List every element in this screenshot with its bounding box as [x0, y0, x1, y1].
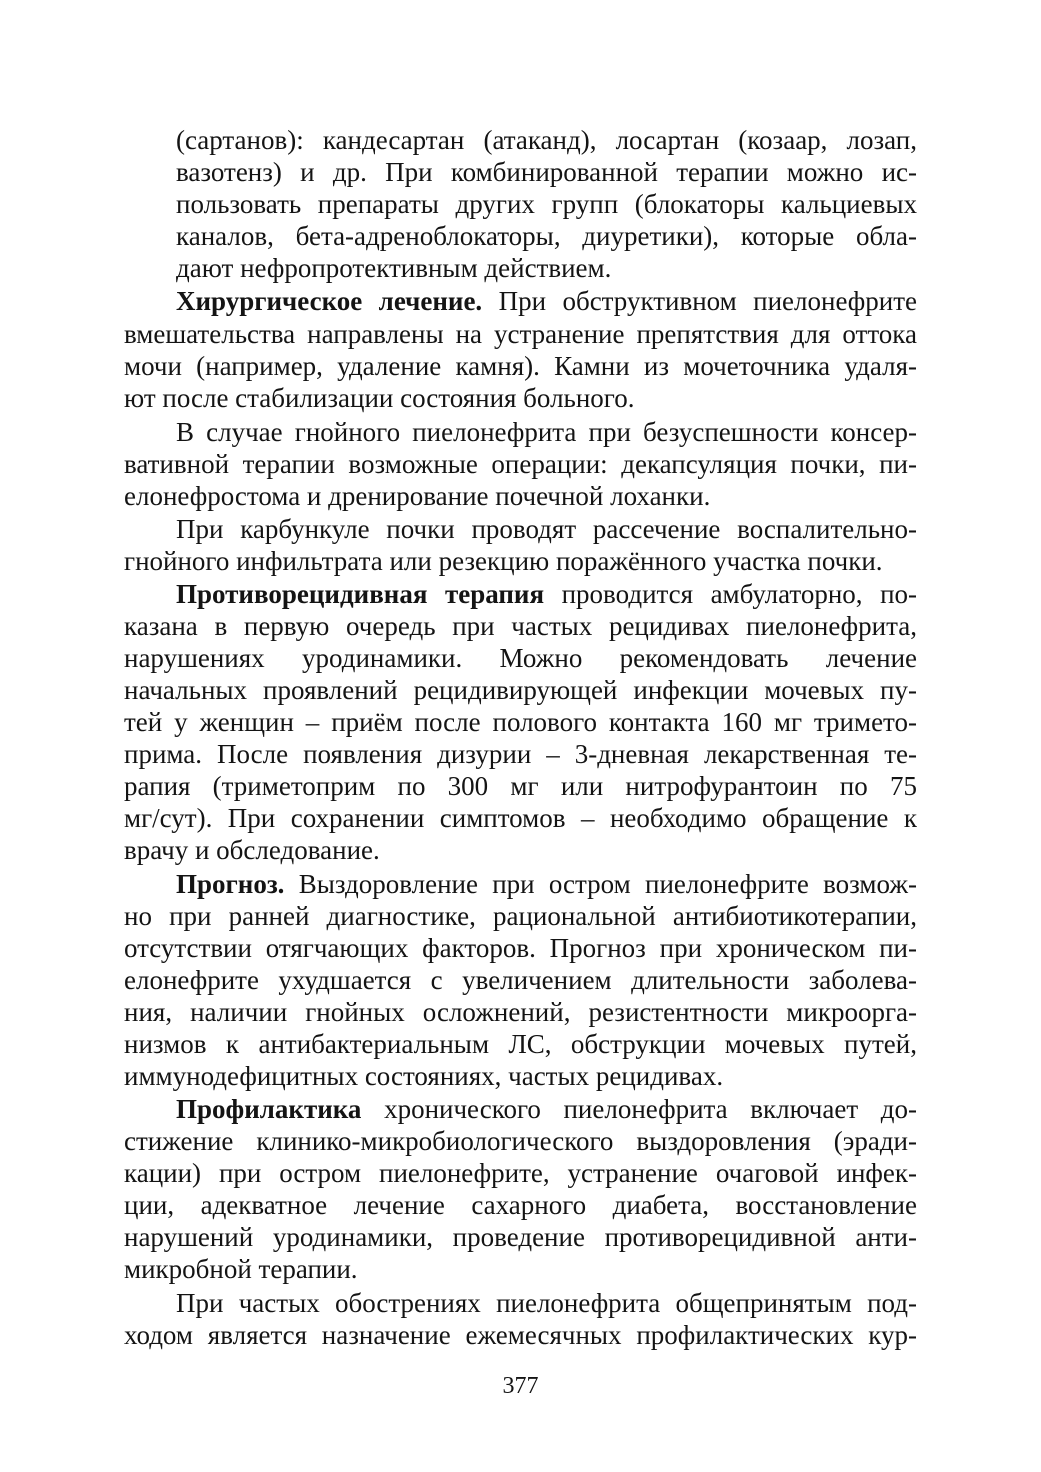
text-line: начальных проявлений рецидивирующей инфекции мочевых пу- — [124, 675, 917, 705]
text-span: Выздоровление при остром пиелонефрите возмож- — [284, 869, 917, 899]
text-line: ции, адекватное лечение сахарного диабета, восстановление — [124, 1190, 917, 1220]
section-heading: Хирургическое лечение. — [176, 286, 483, 316]
section-heading: Профилактика — [176, 1094, 362, 1124]
text-span: При обструктивном пиелонефрите — [482, 286, 917, 316]
text-line: казана в первую очередь при частых рецидивах пиелонефрита, — [124, 611, 917, 641]
text-line: (сартанов): кандесартан (атаканд), лосартан (козаар, лозап, — [176, 125, 917, 155]
text-line: дают нефропротективным действием. — [176, 253, 612, 283]
text-line: микробной терапии. — [124, 1254, 358, 1284]
text-line — [176, 868, 917, 901]
text-line: При частых обострениях пиелонефрита общепринятым под- — [176, 1288, 917, 1318]
text-line: елонефрите ухудшается с увеличением длительности заболева- — [124, 965, 917, 995]
text-line: елонефростома и дренирование почечной лоханки. — [124, 481, 711, 511]
text-line — [176, 285, 917, 318]
text-line: иммунодефицитных состояниях, частых рецидивах. — [124, 1061, 724, 1091]
text-line: отсутствии отягчающих факторов. Прогноз при хроническом пи- — [124, 933, 917, 963]
text-line: врачу и обследование. — [124, 835, 380, 865]
text-line: При карбункуле почки проводят рассечение воспалительно- — [176, 514, 917, 544]
text-line: стижение клинико-микробиологического выздоровления (эради- — [124, 1126, 917, 1156]
text-line: мг/сут). При сохранении симптомов – необходимо обращение к — [124, 803, 917, 833]
text-line: нарушений уродинамики, проведение противорецидивной анти- — [124, 1222, 917, 1252]
text-line: пользовать препараты других групп (блокаторы кальциевых — [176, 189, 917, 219]
text-span: хронического пиелонефрита включает до- — [361, 1094, 917, 1124]
text-line: тей у женщин – приём после полового контакта 160 мг тримето- — [124, 707, 917, 737]
text-line: ходом является назначение ежемесячных профилактических кур- — [124, 1320, 917, 1350]
text-line: кации) при остром пиелонефрите, устранение очаговой инфек- — [124, 1158, 917, 1188]
text-line: мочи (например, удаление камня). Камни из мочеточника удаля- — [124, 351, 917, 381]
text-line: ют после стабилизации состояния больного. — [124, 383, 635, 413]
text-line — [176, 578, 917, 611]
text-line: вативной терапии возможные операции: декапсуляция почки, пи- — [124, 449, 917, 479]
text-line — [176, 1093, 917, 1126]
text-line: вмешательства направлены на устранение препятствия для оттока — [124, 319, 917, 349]
text-line: нарушениях уродинамики. Можно рекомендовать лечение — [124, 643, 917, 673]
text-line: но при ранней диагностике, рациональной антибиотикотерапии, — [124, 901, 917, 931]
text-line: рапия (триметоприм по 300 мг или нитрофурантоин по 75 — [124, 771, 917, 801]
text-line: вазотенз) и др. При комбинированной терапии можно ис- — [176, 157, 917, 187]
text-line: гнойного инфильтрата или резекцию поражённого участка почки. — [124, 546, 883, 576]
text-line: каналов, бета-адреноблокаторы, диуретики), которые обла- — [176, 221, 917, 251]
section-heading: Противорецидивная терапия — [176, 579, 545, 609]
text-line: ния, наличии гнойных осложнений, резистентности микроорга- — [124, 997, 917, 1027]
text-line: прима. После появления дизурии – 3-дневная лекарственная те- — [124, 739, 917, 769]
page-number: 377 — [502, 1373, 539, 1399]
text-line: В случае гнойного пиелонефрита при безуспешности консер- — [176, 417, 917, 447]
section-heading: Прогноз. — [176, 869, 285, 899]
text-span: проводится амбулаторно, по- — [544, 579, 917, 609]
text-line: низмов к антибактериальным ЛС, обструкции мочевых путей, — [124, 1029, 917, 1059]
